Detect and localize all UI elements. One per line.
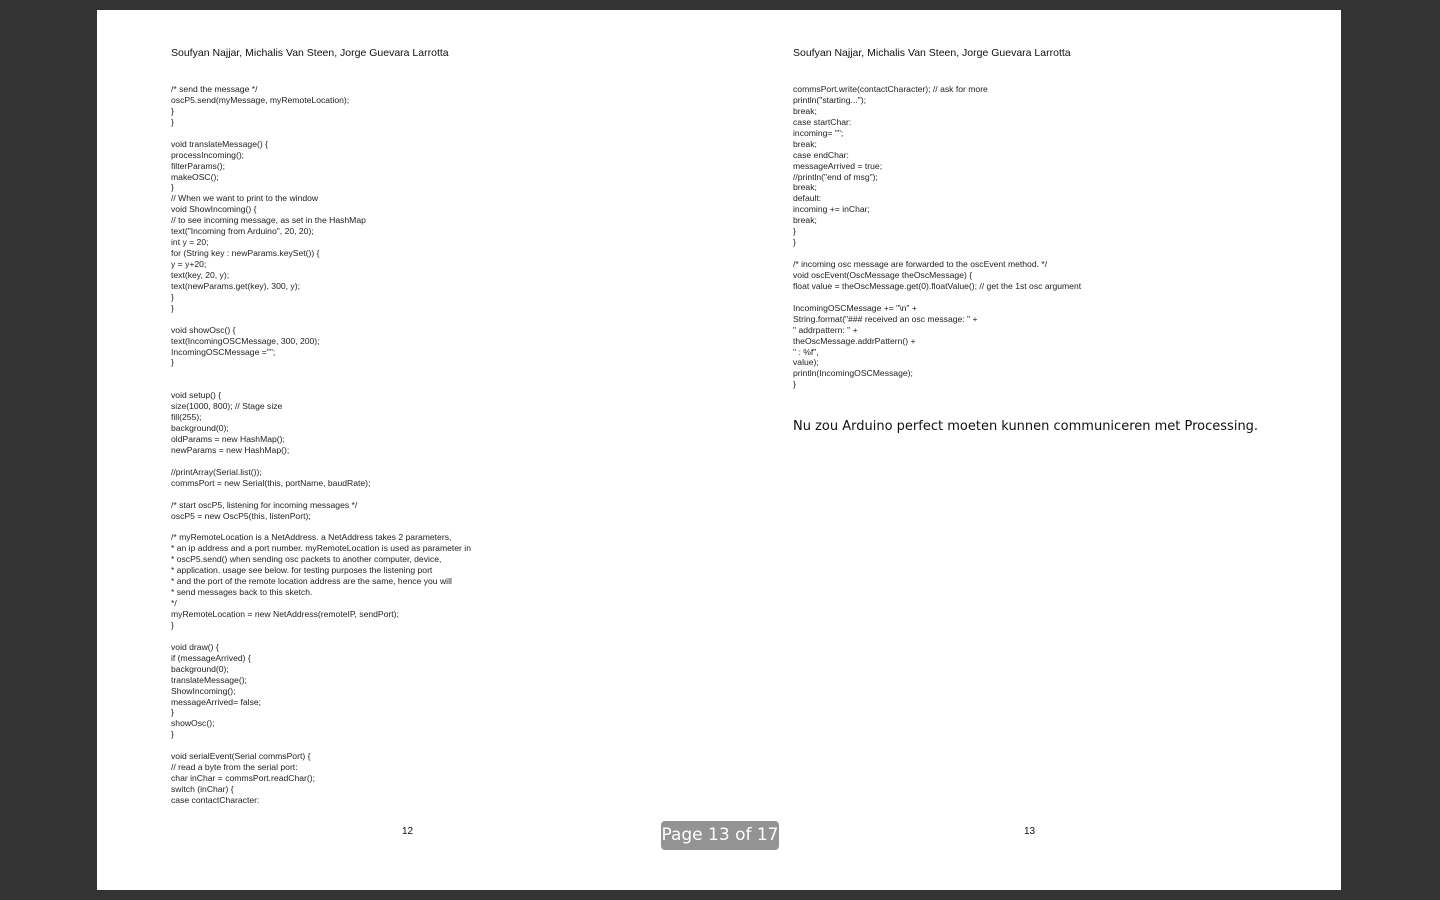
code-line: } [171,619,174,630]
code-line: } [171,357,174,368]
code-line: } [171,116,174,127]
code-line [793,248,1081,259]
code-line [793,292,1081,303]
code-line: size(1000, 800); // Stage size [171,401,283,412]
code-line: processIncoming(); [171,149,245,160]
code-line: case contactCharacter: [171,794,260,805]
code-line: * oscP5.send() when sending osc packets to another computer, device, [171,554,442,565]
code-line: /* incoming osc message are forwarded to the oscEvent method. */ [793,259,1048,269]
code-line: } [793,226,796,237]
code-line: void showOsc() { [171,324,236,335]
code-line: void serialEvent(Serial commsPort) { [171,751,311,762]
code-line: newParams = new HashMap(); [171,444,290,455]
code-line: incoming += inChar; [793,204,870,215]
code-line: //println("end of msg"); [793,171,878,182]
code-line: filterParams(); [171,160,225,171]
code-line: background(0); [171,423,229,434]
code-line: void setup() { [171,390,222,401]
code-line: void translateMessage() { [171,138,268,149]
code-line: switch (inChar) { [171,784,234,794]
code-line [171,631,471,642]
code-line [171,740,471,751]
code-line: commsPort.write(contactCharacter); // ask for more [793,84,988,94]
code-line: background(0); [171,663,229,674]
code-line: } [171,182,174,193]
code-line: void oscEvent(OscMessage theOscMessage) { [793,269,973,280]
page-spread[interactable] [97,10,1341,890]
code-line [171,489,471,500]
code-line: /* myRemoteLocation is a NetAddress. a NetAddress takes 2 parameters, [171,532,452,543]
code-line: println(IncomingOSCMessage); [793,368,913,379]
code-line: case startChar: [793,116,852,127]
code-line: messageArrived = true; [793,160,883,171]
code-line: translateMessage(); [171,674,247,685]
code-line: * application. usage see below. for testing purposes the listening port [171,565,433,576]
code-line: String.format("### received an osc message: " + [793,313,978,324]
code-line: break; [793,182,817,193]
code-line [171,522,471,533]
code-line: } [171,729,174,740]
right-page-body-text: Nu zou Arduino perfect moeten kunnen communiceren met Processing. [793,419,1259,434]
code-line [171,379,471,390]
code-line: for (String key : newParams.keySet()) { [171,248,320,259]
code-line: } [793,237,796,248]
code-line: text("Incoming from Arduino", 20, 20); [171,226,314,237]
code-line: void ShowIncoming() { [171,204,257,215]
code-line: showOsc(); [171,718,215,729]
code-line: y = y+20; [171,259,207,269]
code-line: } [171,105,174,116]
code-line: break; [793,105,817,116]
page-indicator: Page 13 of 17 [661,821,779,850]
code-line: * send messages back to this sketch. [171,587,313,598]
code-line: messageArrived= false; [171,696,262,707]
code-line: /* start oscP5, listening for incoming messages */ [171,499,358,510]
code-line: value); [793,357,819,368]
code-line: text(newParams.get(key), 300, y); [171,280,300,291]
code-line: //printArray(Serial.list()); [171,466,262,477]
code-line [171,128,471,139]
code-line: // When we want to print to the window [171,193,319,204]
code-line: IncomingOSCMessage =""; [171,346,276,357]
code-line: int y = 20; [171,237,209,248]
code-line: // read a byte from the serial port: [171,762,298,773]
left-page-header: Soufyan Najjar, Michalis Van Steen, Jorge Guevara Larrotta [171,47,449,59]
code-line: text(IncomingOSCMessage, 300, 200); [171,335,320,346]
code-line: IncomingOSCMessage += "\n" + [793,302,917,313]
code-line: oldParams = new HashMap(); [171,434,285,444]
code-line: theOscMessage.addrPattern() + [793,335,916,346]
code-line: } [171,291,174,302]
code-line: myRemoteLocation = new NetAddress(remoteIP, sendPort); [171,609,399,619]
code-line: * and the port of the remote location address are the same, hence you will [171,576,452,587]
left-page-number: 12 [402,826,414,837]
code-line: float value = theOscMessage.get(0).floatValue(); // get the 1st osc argument [793,280,1082,291]
left-page [97,10,719,890]
right-page-header: Soufyan Najjar, Michalis Van Steen, Jorge Guevara Larrotta [793,47,1071,59]
code-line: if (messageArrived) { [171,652,251,663]
code-line: incoming= ""; [793,127,844,138]
code-line: break; [793,215,817,226]
code-line: " : %f", [793,346,819,357]
code-line [171,456,471,467]
code-line: break; [793,138,817,149]
code-line: oscP5.send(myMessage, myRemoteLocation); [171,94,350,105]
left-page-code-block [171,84,471,806]
right-page [719,10,1341,890]
right-page-code-block [793,84,1081,390]
code-line [171,368,471,379]
code-line: * an ip address and a port number. myRemoteLocation is used as parameter in [171,543,471,554]
code-line: */ [171,598,177,609]
code-line: void draw() { [171,641,219,652]
code-line: text(key, 20, y); [171,269,230,280]
code-line: println("starting..."); [793,94,866,105]
code-line: makeOSC(); [171,171,219,182]
code-line: } [171,302,174,313]
code-line: } [171,707,174,718]
code-line: commsPort = new Serial(this, portName, baudRate); [171,477,371,488]
code-line: char inChar = commsPort.readChar(); [171,773,315,784]
right-page-number: 13 [1024,826,1036,837]
code-line [171,314,471,325]
code-line: ShowIncoming(); [171,685,236,696]
code-line: default: [793,193,822,204]
code-line: case endChar: [793,149,849,160]
code-line: fill(255); [171,412,202,423]
code-line: } [793,379,796,390]
code-line: oscP5 = new OscP5(this, listenPort); [171,510,311,521]
code-line: /* send the message */ [171,84,258,94]
code-line: " addrpattern: " + [793,324,858,335]
code-line: // to see incoming message, as set in the HashMap [171,215,366,226]
